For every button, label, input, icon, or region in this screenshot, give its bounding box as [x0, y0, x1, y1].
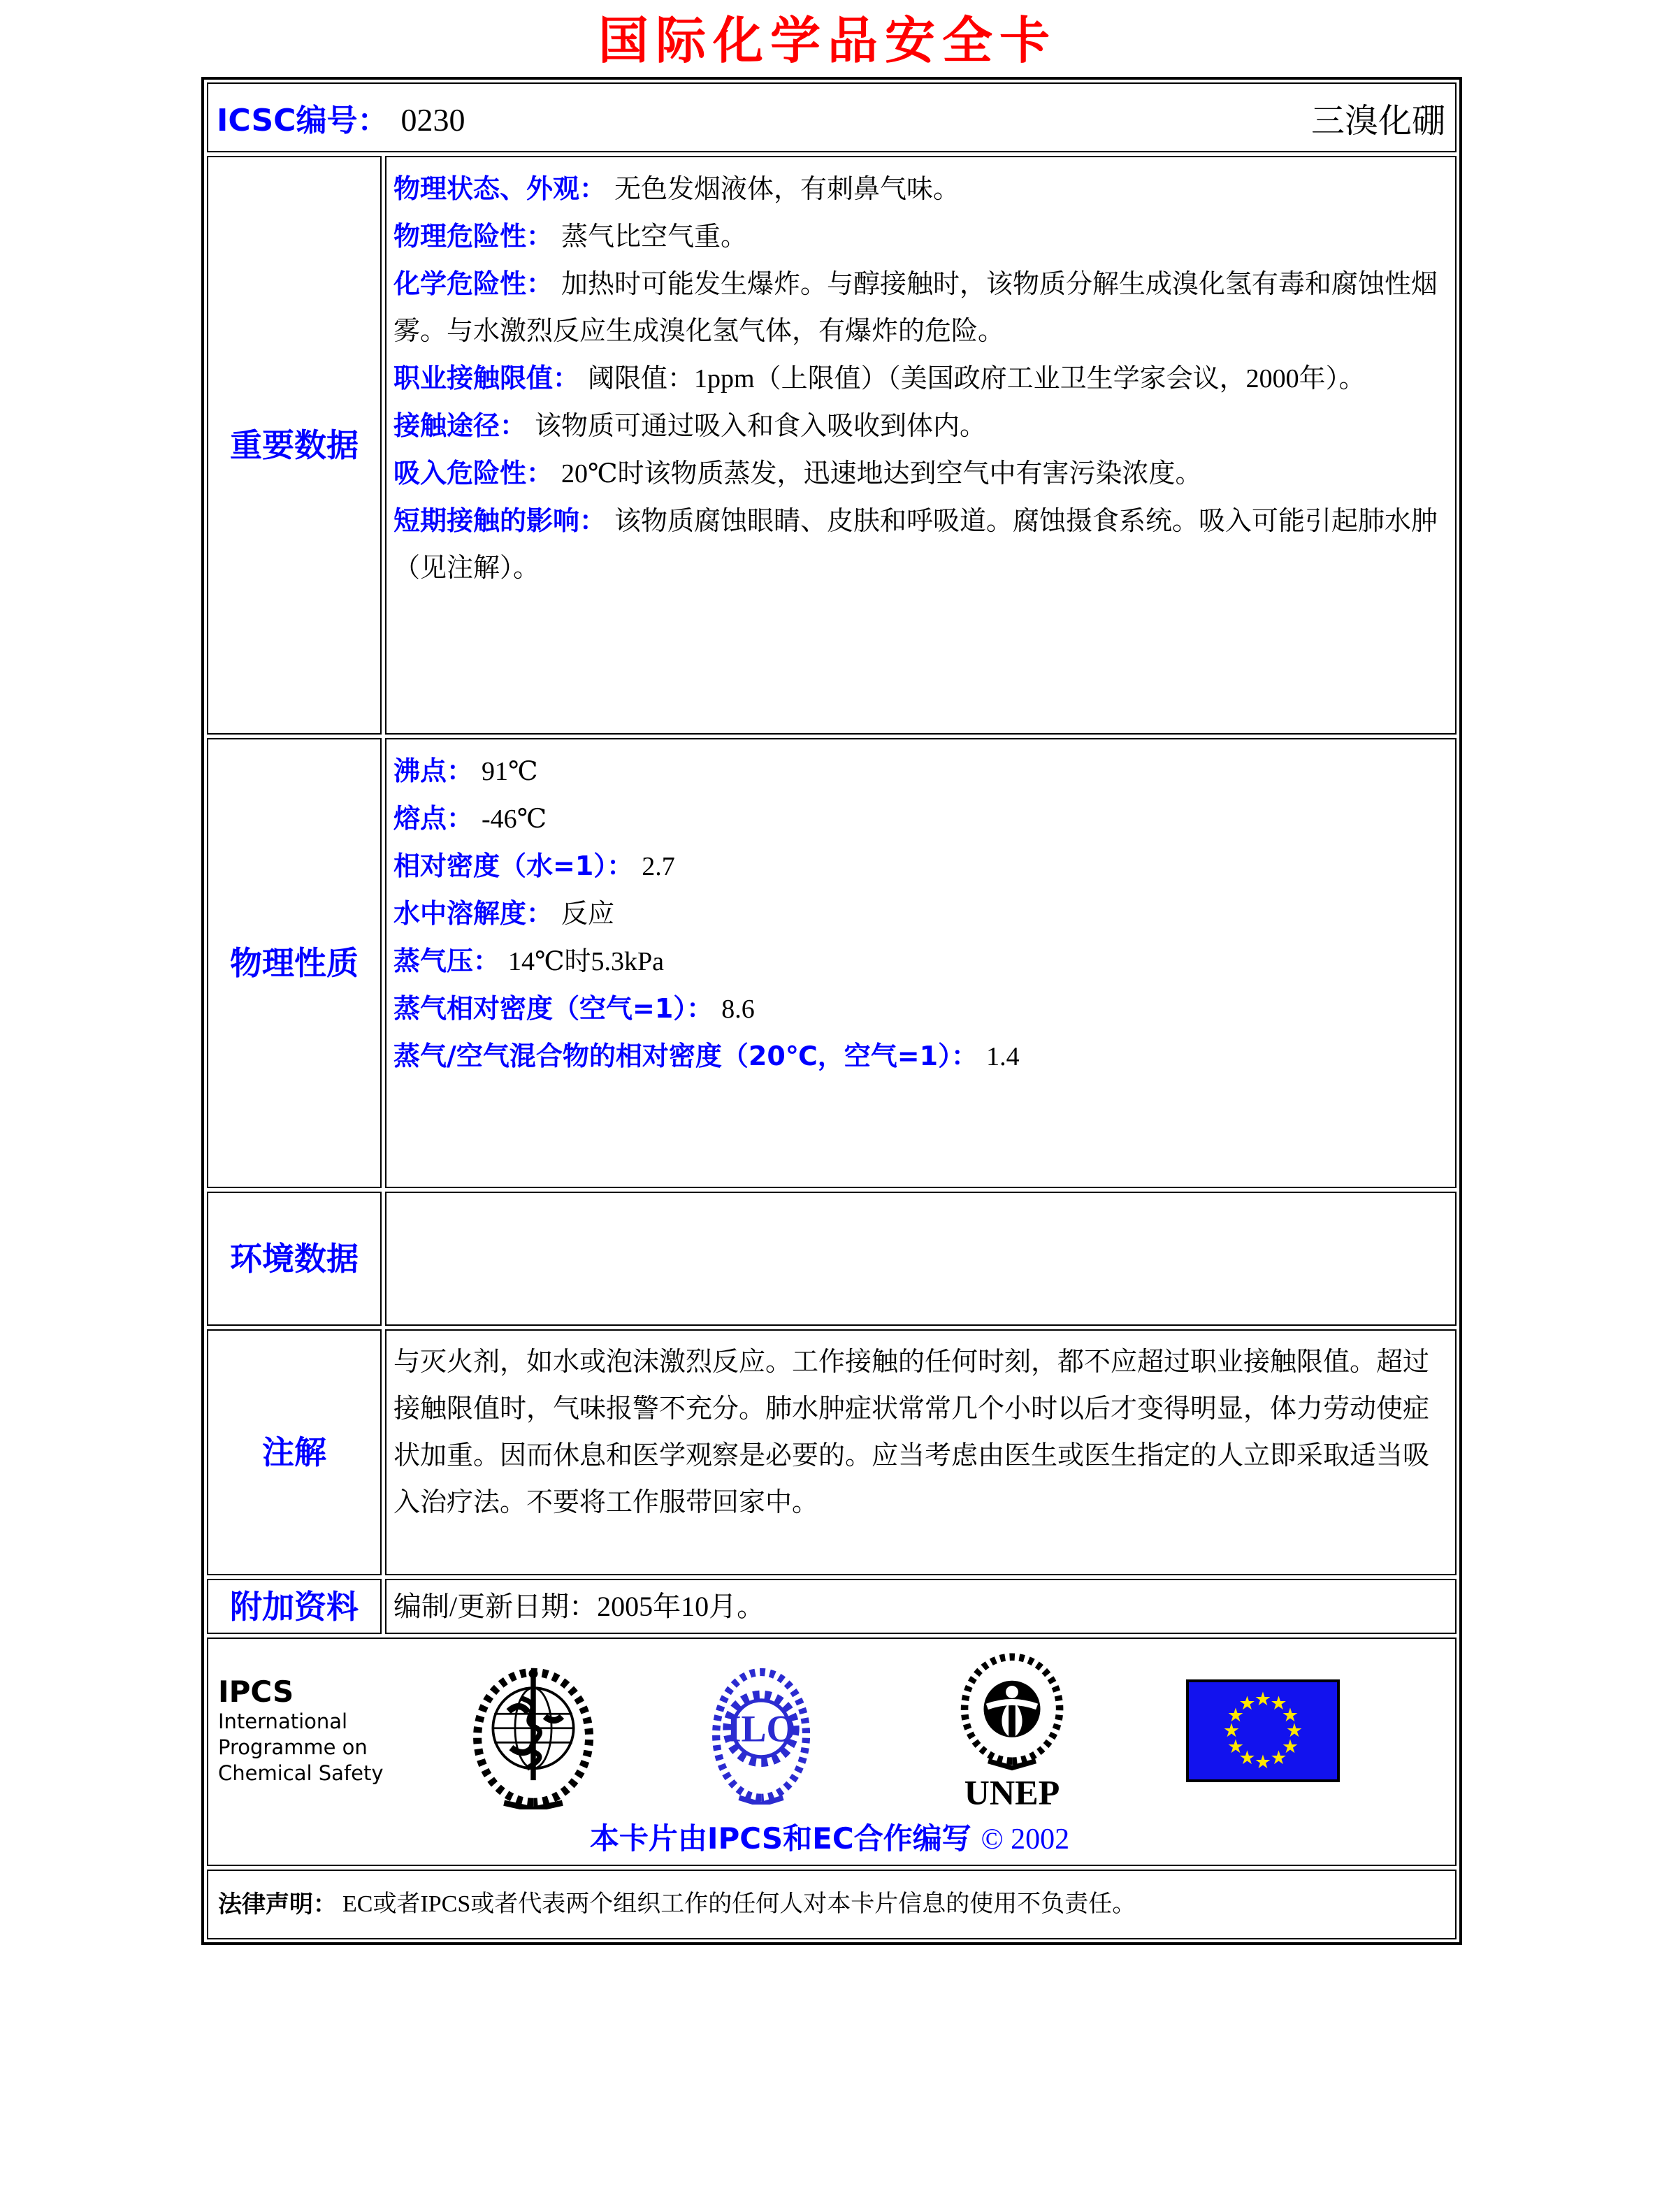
item-key: 物理危险性： — [393, 221, 554, 252]
notes-row — [207, 1329, 1457, 1575]
item-key: 物理状态、外观： — [393, 173, 607, 204]
notes-section-label: 注解 — [262, 1433, 326, 1471]
organization-logos — [218, 1650, 1441, 1811]
caption-text: 本卡片由IPCS和EC合作编写 — [589, 1821, 971, 1856]
important-data-section-label: 重要数据 — [230, 426, 359, 464]
important-data-item — [393, 261, 1444, 355]
svg-text:★: ★ — [1238, 1692, 1256, 1714]
item-value: 91℃ — [482, 757, 538, 786]
svg-text:★: ★ — [1281, 1735, 1299, 1758]
eu-flag-icon — [1186, 1679, 1340, 1782]
item-key: 沸点： — [393, 756, 474, 786]
ipcs-text-block — [218, 1675, 393, 1786]
item-value: 20℃时该物质蒸发，迅速地达到空气中有害污染浓度。 — [561, 459, 1202, 489]
item-key: 蒸气相对密度（空气=1）： — [393, 993, 714, 1024]
physical-property-item — [393, 985, 1444, 1033]
svg-text:★: ★ — [1227, 1735, 1245, 1758]
additional-info-content: 编制/更新日期：2005年10月。 — [385, 1579, 1457, 1634]
important-data-item — [393, 166, 1444, 213]
item-key: 短期接触的影响： — [393, 505, 607, 536]
item-key: 水中溶解度： — [393, 898, 554, 929]
icsc-number-label: ICSC编号： — [217, 103, 389, 138]
item-value: 8.6 — [721, 995, 755, 1024]
item-key: 化学危险性： — [393, 268, 554, 299]
item-value: 2.7 — [642, 852, 675, 881]
physical-properties-row — [207, 738, 1457, 1188]
environmental-data-content — [385, 1192, 1457, 1326]
unep-emblem-icon — [955, 1650, 1069, 1811]
notes-text: 与灭火剂，如水或泡沫激烈反应。工作接触的任何时刻，都不应超过职业接触限值。超过接触限值时，气味报警不充分。肺水肿症状常常几个小时以后才变得明显，体力劳动使症状加重。因而休息和医学观察是必要的。应当考虑由医生或医生指定的人立即采取适当吸入治疗法。不要将工作服带回家中。 — [393, 1347, 1430, 1517]
item-value: 加热时可能发生爆炸。与醇接触时，该物质分解生成溴化氢有毒和腐蚀性烟雾。与水激烈反应生成溴化氢气体，有爆炸的危险。 — [393, 270, 1438, 346]
physical-property-item — [393, 748, 1444, 795]
environmental-data-section-label: 环境数据 — [230, 1240, 359, 1278]
item-value: 无色发烟液体，有刺鼻气味。 — [614, 175, 960, 204]
additional-info-label-cell — [207, 1579, 382, 1634]
important-data-item — [393, 450, 1444, 498]
legal-cell — [207, 1870, 1457, 1939]
important-data-content — [385, 156, 1457, 735]
notes-label-cell — [207, 1329, 382, 1575]
ipcs-title: IPCS — [218, 1674, 294, 1709]
item-key: 蒸气压： — [393, 946, 500, 976]
environmental-data-label-cell — [207, 1192, 382, 1326]
legal-text: EC或者IPCS或者代表两个组织工作的任何人对本卡片信息的使用不负责任。 — [342, 1891, 1136, 1917]
item-value: 14℃时5.3kPa — [508, 947, 665, 976]
important-data-item — [393, 213, 1444, 261]
who-emblem-icon — [468, 1651, 598, 1809]
physical-properties-label-cell — [207, 738, 382, 1188]
ipcs-subtitle-line: Programme on — [218, 1735, 368, 1759]
copyright-text: © 2002 — [981, 1823, 1070, 1856]
chemical-name: 三溴化硼 — [1310, 102, 1445, 140]
svg-text:★: ★ — [1281, 1704, 1299, 1726]
svg-text:★: ★ — [1227, 1704, 1245, 1726]
item-value: 阈限值：1ppm（上限值）（美国政府工业卫生学家会议，2000年）。 — [588, 364, 1366, 393]
physical-properties-section-label: 物理性质 — [230, 944, 359, 982]
item-value: 该物质腐蚀眼睛、皮肤和呼吸道。腐蚀摄食系统。吸入可能引起肺水肿（见注解）。 — [393, 507, 1438, 583]
organizations-row — [207, 1638, 1457, 1866]
physical-property-item — [393, 795, 1444, 843]
cooperation-caption — [218, 1821, 1441, 1858]
physical-property-item — [393, 890, 1444, 938]
important-data-item — [393, 498, 1444, 592]
additional-info-section-label: 附加资料 — [230, 1587, 359, 1626]
svg-text:★: ★ — [1254, 1688, 1272, 1710]
header-cell — [207, 82, 1457, 152]
item-value: -46℃ — [482, 804, 547, 834]
svg-text:★: ★ — [1285, 1719, 1303, 1742]
physical-property-item — [393, 938, 1444, 985]
ilo-emblem-icon — [709, 1656, 814, 1805]
svg-text:★: ★ — [1270, 1692, 1287, 1714]
header-row — [207, 82, 1457, 152]
important-data-item — [393, 403, 1444, 450]
notes-content — [385, 1329, 1457, 1575]
important-data-item — [393, 355, 1444, 403]
physical-property-item — [393, 1033, 1444, 1080]
organizations-cell — [207, 1638, 1457, 1866]
physical-property-item — [393, 843, 1444, 890]
svg-text:★: ★ — [1222, 1719, 1241, 1742]
svg-text:★: ★ — [1238, 1747, 1256, 1769]
svg-text:★: ★ — [1270, 1747, 1287, 1769]
page-title: 国际化学品安全卡 — [598, 10, 1057, 70]
environmental-data-row — [207, 1192, 1457, 1326]
item-value: 蒸气比空气重。 — [561, 222, 748, 252]
legal-row — [207, 1870, 1457, 1939]
legal-label: 法律声明： — [218, 1891, 337, 1918]
ipcs-subtitle-line: International — [218, 1709, 348, 1733]
ipcs-subtitle-line: Chemical Safety — [218, 1761, 384, 1785]
icsc-number-group — [217, 95, 465, 140]
svg-text:★: ★ — [1254, 1751, 1272, 1773]
unep-label: UNEP — [964, 1772, 1060, 1811]
item-value: 反应 — [561, 899, 615, 929]
item-key: 吸入危险性： — [393, 458, 554, 489]
additional-info-row — [207, 1579, 1457, 1634]
item-key: 熔点： — [393, 803, 474, 834]
icsc-card-table — [201, 77, 1462, 1945]
item-key: 职业接触限值： — [393, 363, 580, 393]
item-key: 相对密度（水=1）： — [393, 851, 634, 881]
item-key: 接触途径： — [393, 410, 527, 441]
important-data-label-cell — [207, 156, 382, 735]
important-data-row — [207, 156, 1457, 735]
item-value: 1.4 — [986, 1042, 1020, 1071]
physical-properties-content — [385, 738, 1457, 1188]
ilo-letters: ILO — [726, 1707, 796, 1750]
icsc-number-value: 0230 — [400, 102, 465, 138]
item-key: 蒸气/空气混合物的相对密度（20℃，空气=1）： — [393, 1041, 978, 1071]
item-value: 该物质可通过吸入和食入吸收到体内。 — [535, 412, 987, 441]
